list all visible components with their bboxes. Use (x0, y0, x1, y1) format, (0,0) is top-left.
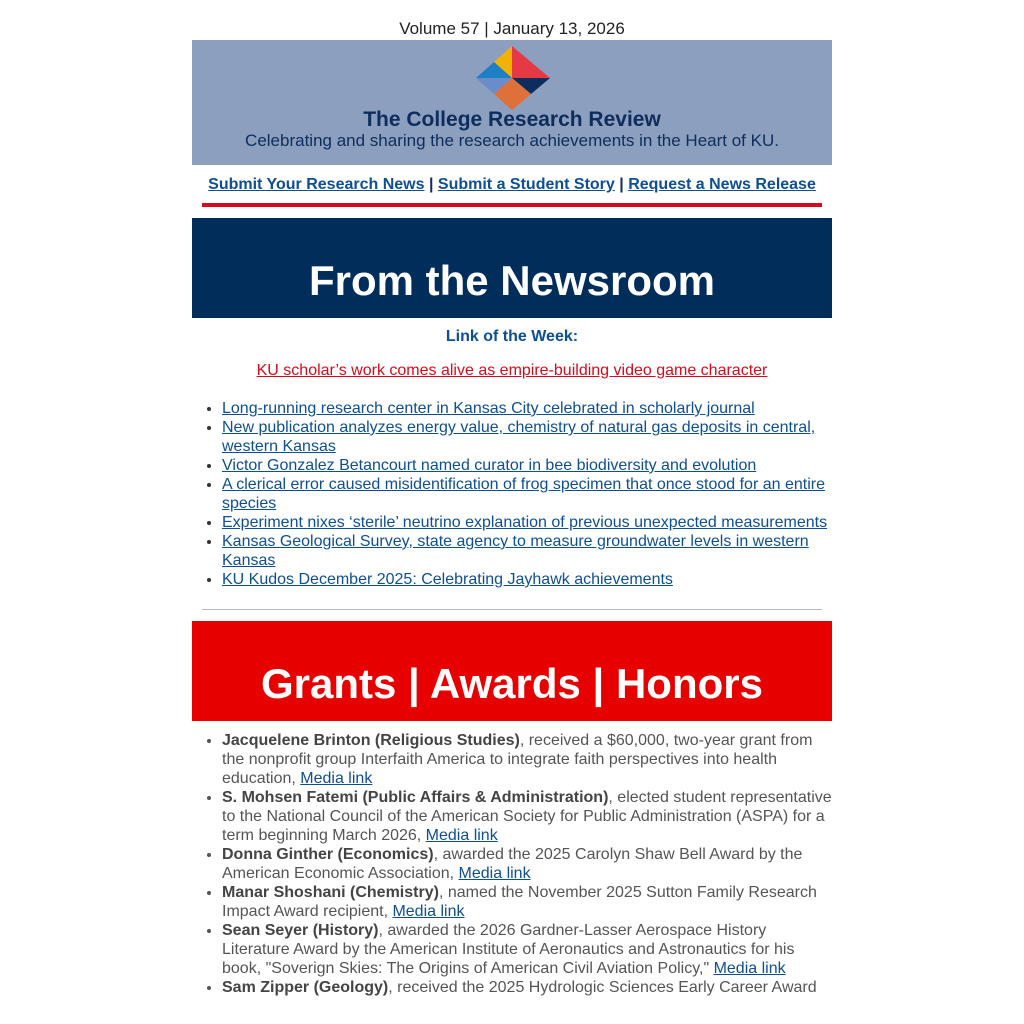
list-item (222, 570, 832, 589)
link-of-week[interactable]: KU scholar’s work comes alive as empire-building video game character (256, 362, 768, 379)
news-link[interactable]: Long-running research center in Kansas City celebrated in scholarly journal (222, 400, 755, 417)
news-link[interactable]: A clerical error caused misidentification of frog specimen that once stood for an entire species (222, 476, 825, 512)
list-item (222, 883, 832, 921)
award-description: , awarded the 2025 Carolyn Shaw Bell Award by the American Economic Association, (222, 846, 803, 882)
nav-separator: | (428, 176, 434, 193)
news-link[interactable]: Experiment nixes ‘sterile’ neutrino explanation of previous unexpected measurements (222, 514, 828, 531)
media-link[interactable]: Media link (458, 865, 531, 882)
top-nav (192, 176, 832, 194)
award-recipient: Manar Shoshani (Chemistry) (222, 884, 439, 901)
newsroom-heading: From the Newsroom (192, 218, 832, 318)
volume-line: Volume 57 | January 13, 2026 (399, 19, 625, 38)
news-list (192, 399, 832, 589)
media-link[interactable]: Media link (392, 903, 465, 920)
newsletter-tagline: Celebrating and sharing the research achievements in the Heart of KU. (245, 131, 779, 150)
list-item (222, 418, 832, 456)
award-description: , elected student representative to the National Council of the American Society for Public Administration (ASPA) for a term beginning March 2026, (222, 789, 832, 844)
award-recipient: S. Mohsen Fatemi (Public Affairs & Administration) (222, 789, 609, 806)
news-link[interactable]: Kansas Geological Survey, state agency to measure groundwater levels in western Kansas (222, 533, 809, 569)
gray-divider (202, 609, 822, 610)
red-divider (202, 203, 822, 207)
award-description: , awarded the 2026 Gardner-Lasser Aerospace History Literature Award by the American Institute of Aeronautics and Astronautics for his book, "Soverign Skies: The Origins of American Civil Aviation Policy," (222, 922, 795, 977)
newsletter (192, 0, 832, 997)
award-description: , received a $60,000, two-year grant from the nonprofit group Interfaith America to integrate faith perspectives into health education, (222, 732, 813, 787)
award-recipient: Jacquelene Brinton (Religious Studies) (222, 732, 520, 749)
media-link[interactable]: Media link (300, 770, 373, 787)
nav-separator: | (619, 176, 624, 193)
award-description: , named the November 2025 Sutton Family Research Impact Award recipient, (222, 884, 817, 920)
list-item (222, 456, 832, 475)
list-item (222, 399, 832, 418)
grants-heading: Grants | Awards | Honors (192, 621, 832, 721)
list-item (222, 532, 832, 570)
header-banner (192, 40, 832, 165)
award-recipient: Donna Ginther (Economics) (222, 846, 434, 863)
award-description: , received the 2025 Hydrologic Sciences Early Career Award (388, 979, 817, 996)
newsletter-title: The College Research Review (363, 108, 661, 131)
college-logo-icon (474, 46, 550, 110)
list-item (222, 845, 832, 883)
news-link[interactable]: New publication analyzes energy value, chemistry of natural gas deposits in central, western Kansas (222, 419, 816, 455)
award-recipient: Sam Zipper (Geology) (222, 979, 389, 996)
list-item (222, 978, 832, 997)
link-of-week-label: Link of the Week: (445, 328, 579, 345)
award-recipient: Sean Seyer (History) (222, 922, 379, 939)
news-link[interactable]: Victor Gonzalez Betancourt named curator in bee biodiversity and evolution (222, 457, 757, 474)
list-item (222, 513, 832, 532)
list-item (222, 475, 832, 513)
submit-research-news-link[interactable]: Submit Your Research News (208, 176, 425, 193)
request-news-release-link[interactable]: Request a News Release (628, 176, 816, 193)
media-link[interactable]: Media link (425, 827, 498, 844)
list-item (222, 788, 832, 845)
media-link[interactable]: Media link (713, 960, 786, 977)
awards-list (192, 731, 832, 997)
list-item (222, 731, 832, 788)
submit-student-story-link[interactable]: Submit a Student Story (437, 176, 615, 193)
news-link[interactable]: KU Kudos December 2025: Celebrating Jayhawk achievements (222, 571, 673, 588)
list-item (222, 921, 832, 978)
